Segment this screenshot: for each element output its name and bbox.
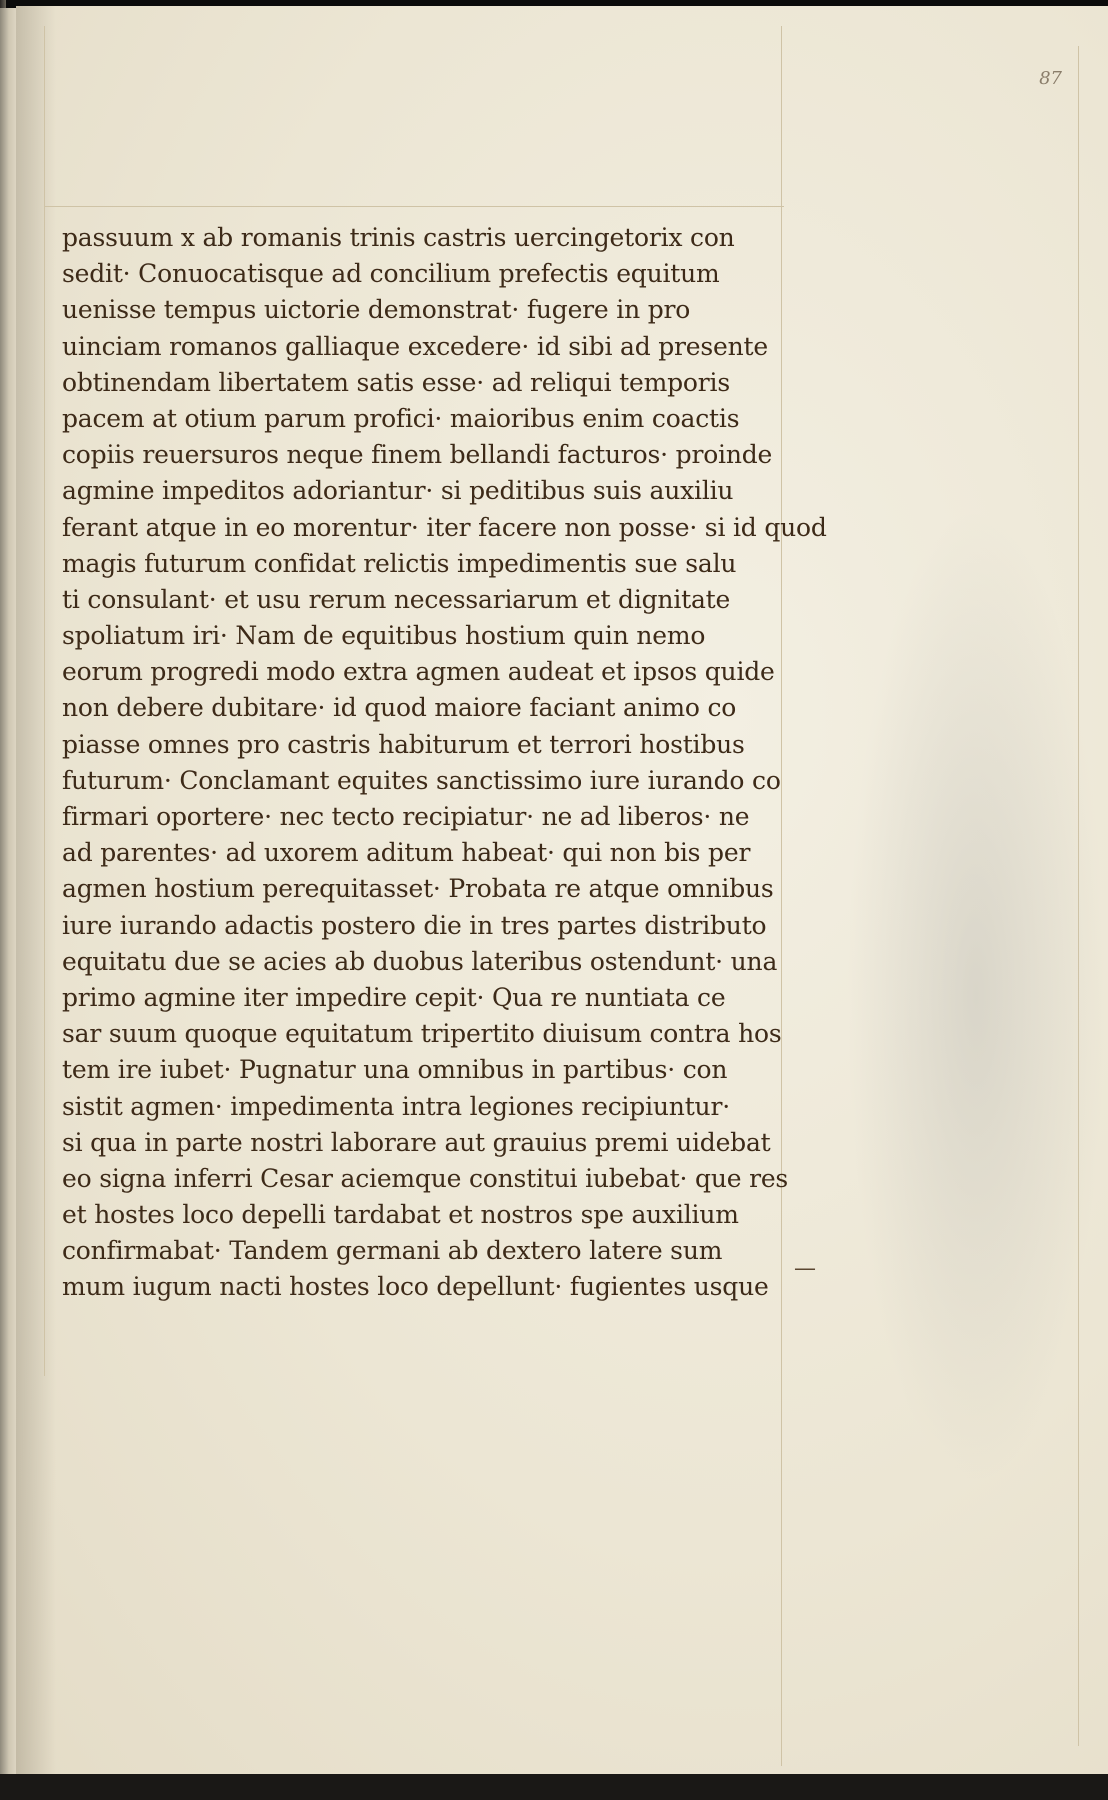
- text-block: [62, 220, 827, 1306]
- text-line: futurum· Conclamant equites sanctissimo iure iurando co: [62, 765, 781, 795]
- ruling-line: [1078, 46, 1079, 1746]
- margin-dash: —: [794, 1256, 816, 1281]
- text-line: tem ire iubet· Pugnatur una omnibus in partibus· con: [62, 1055, 728, 1085]
- ruling-line: [44, 206, 784, 207]
- manuscript-page: [16, 6, 1108, 1774]
- text-line: primo agmine iter impedire cepit· Qua re nuntiata ce: [62, 982, 726, 1012]
- text-line: spoliatum iri· Nam de equitibus hostium quin nemo: [62, 621, 706, 651]
- scan-background: [0, 1774, 1108, 1800]
- text-line: si qua in parte nostri laborare aut grauius premi uidebat: [62, 1127, 771, 1157]
- text-line: magis futurum confidat relictis impedimentis sue salu: [62, 548, 737, 578]
- text-line: et hostes loco depelli tardabat et nostros spe auxilium: [62, 1200, 739, 1230]
- text-line: sar suum quoque equitatum tripertito diuisum contra hos: [62, 1019, 782, 1049]
- text-line: agmen hostium perequitasset· Probata re atque omnibus: [62, 874, 774, 904]
- text-line: ti consulant· et usu rerum necessariarum et dignitate: [62, 584, 731, 614]
- text-line: uenisse tempus uictorie demonstrat· fugere in pro: [62, 295, 691, 325]
- text-line: copiis reuersuros neque finem bellandi facturos· proinde: [62, 440, 773, 470]
- text-line: eo signa inferri Cesar aciemque constitui iubebat· que res: [62, 1163, 789, 1193]
- text-line: piasse omnes pro castris habiturum et terrori hostibus: [62, 729, 745, 759]
- text-line: passuum x ab romanis trinis castris uercingetorix con: [62, 223, 735, 252]
- text-line: sedit· Conuocatisque ad concilium prefectis equitum: [62, 259, 720, 289]
- text-line: ad parentes· ad uxorem aditum habeat· qui non bis per: [62, 838, 751, 868]
- text-line: sistit agmen· impedimenta intra legiones recipiuntur·: [62, 1091, 730, 1121]
- text-line: agmine impeditos adoriantur· si peditibus suis auxiliu: [62, 476, 734, 506]
- text-line: mum iugum nacti hostes loco depellunt· fugientes usque: [62, 1272, 769, 1302]
- text-line: uinciam romanos galliaque excedere· id sibi ad presente: [62, 331, 768, 361]
- text-line: pacem at otium parum profici· maioribus enim coactis: [62, 403, 740, 433]
- gutter-shadow: [16, 6, 56, 1774]
- text-line: iure iurando adactis postero die in tres partes distributo: [62, 910, 767, 940]
- text-line: equitatu due se acies ab duobus lateribus ostendunt· una: [62, 946, 778, 976]
- text-line: confirmabat· Tandem germani ab dextero latere sum: [62, 1236, 723, 1266]
- text-line: ferant atque in eo morentur· iter facere non posse· si id quod: [62, 512, 827, 542]
- text-line: obtinendam libertatem satis esse· ad reliqui temporis: [62, 367, 730, 397]
- text-line: non debere dubitare· id quod maiore faciant animo co: [62, 693, 737, 723]
- ruling-line: [44, 26, 45, 1376]
- text-line: eorum progredi modo extra agmen audeat et ipsos quide: [62, 657, 775, 687]
- parchment-stain: [846, 506, 1106, 1486]
- text-line: firmari oportere· nec tecto recipiatur· ne ad liberos· ne: [62, 802, 750, 831]
- folio-number: 87: [1039, 68, 1062, 89]
